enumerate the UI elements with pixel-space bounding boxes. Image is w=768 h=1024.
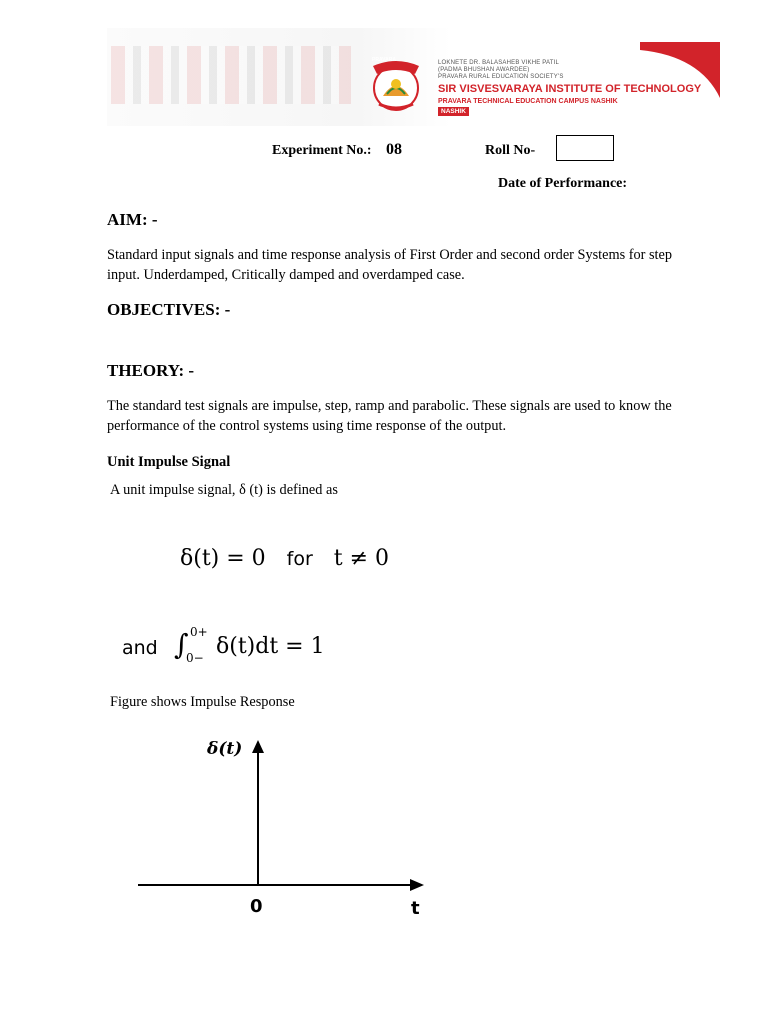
theory-text: The standard test signals are impulse, step, ramp and parabolic. These signals are used to know the performance of the control systems using time response of the output. xyxy=(107,398,672,434)
header-banner xyxy=(107,28,733,126)
institute-logo-icon xyxy=(365,54,427,114)
objectives-heading: OBJECTIVES: - xyxy=(107,300,231,319)
logo-ribbon-text: PRAVARA xyxy=(372,57,396,63)
org-line-3: PRAVARA RURAL EDUCATION SOCIETY'S xyxy=(438,74,564,80)
eq2-body: δ(t)dt = 1 xyxy=(216,634,325,659)
date-label: Date of Performance: xyxy=(498,176,628,191)
impulse-intro: A unit impulse signal, δ (t) is defined as xyxy=(110,482,338,498)
banner-background-pattern xyxy=(111,46,351,104)
roll-number-box[interactable] xyxy=(556,135,614,161)
eq1-for: for xyxy=(286,548,313,570)
institute-name: SIR VISVESVARAYA INSTITUTE OF TECHNOLOGY xyxy=(438,83,702,95)
org-line-1: LOKNETE DR. BALASAHEB VIKHE PATIL xyxy=(438,60,560,66)
eq1-condition: t ≠ 0 xyxy=(333,546,390,571)
integral-sign: ∫ xyxy=(174,628,189,661)
time-axis-arrow-icon xyxy=(410,879,424,891)
roll-label: Roll No- xyxy=(485,143,536,158)
aim-heading: AIM: - xyxy=(107,210,158,229)
org-line-2: (PADMA BHUSHAN AWARDEE) xyxy=(438,67,530,73)
corner-swoosh-icon xyxy=(640,42,720,98)
aim-text: Standard input signals and time response analysis of First Order and second order Systems for step input. Underdamped, Critically damped and overdamped case. xyxy=(107,247,673,283)
impulse-response-figure xyxy=(130,735,440,930)
figure-x-label: t xyxy=(411,898,420,919)
integral-upper-limit: 0+ xyxy=(190,625,208,639)
equation-impulse-zero xyxy=(180,546,389,571)
eq1-lhs: δ(t) = 0 xyxy=(180,546,266,571)
eq2-and: and xyxy=(122,637,158,659)
experiment-label: Experiment No.: xyxy=(272,143,372,158)
figure-y-label: δ(t) xyxy=(207,739,243,759)
impulse-arrow-icon xyxy=(252,740,264,753)
impulse-subheading: Unit Impulse Signal xyxy=(107,454,231,470)
experiment-number: 08 xyxy=(386,141,402,158)
figure-origin-label: 0 xyxy=(250,896,263,917)
integral-lower-limit: 0− xyxy=(186,651,204,665)
theory-heading: THEORY: - xyxy=(107,361,195,380)
city-tag: NASHIK xyxy=(438,107,469,116)
figure-caption: Figure shows Impulse Response xyxy=(110,694,295,710)
campus-name: PRAVARA TECHNICAL EDUCATION CAMPUS NASHIK xyxy=(438,98,618,105)
